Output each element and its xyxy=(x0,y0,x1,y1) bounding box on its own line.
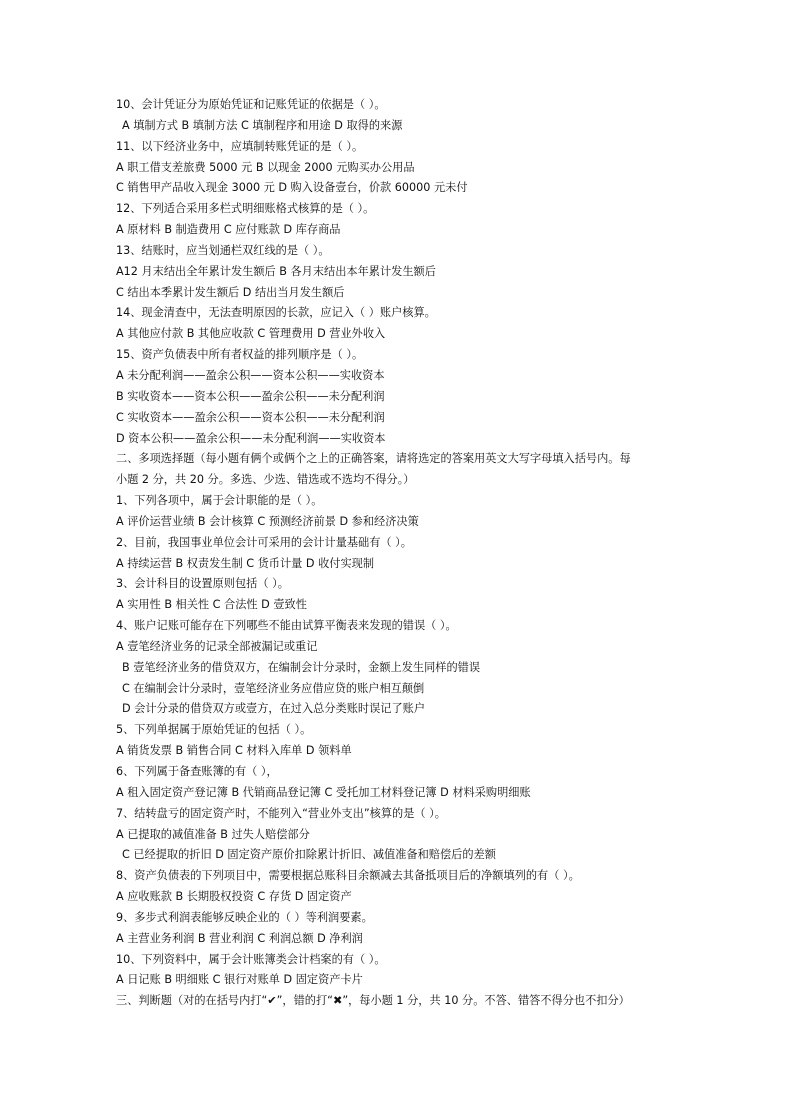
question-4-option-c: C 在编制会计分录时，壹笔经济业务应借应贷的账户相互颠倒 xyxy=(122,681,425,695)
text-body xyxy=(116,95,676,1012)
question-4-option-b: B 壹笔经济业务的借贷双方，在编制会计分录时，金额上发生同样的错误 xyxy=(122,660,481,674)
question-5-options: A 销货发票 B 销售合同 C 材料入库单 D 领料单 xyxy=(116,744,352,758)
question-9-multi: 9、多步式利润表能够反映企业的（ ）等利润要素。 xyxy=(116,910,373,924)
question-7-options-ab: A 已提取的减值准备 B 过失人赔偿部分 xyxy=(116,827,310,841)
question-3-options: A 实用性 B 相关性 C 合法性 D 壹致性 xyxy=(116,598,307,612)
question-6-multi: 6、下列属于备查账簿的有（ ）， xyxy=(116,765,278,778)
question-5-multi: 5、下列单据属于原始凭证的包括（ ）。 xyxy=(116,723,312,737)
question-2-multi: 2、目前，我国事业单位会计可采用的会计计量基础有（ ）。 xyxy=(116,535,412,549)
question-1-multi: 1、下列各项中，属于会计职能的是（ ）。 xyxy=(116,494,323,508)
question-15-option-b: B 实收资本——资本公积——盈余公积——未分配利润 xyxy=(116,389,385,403)
section-2-instructions: 小题 2 分，共 20 分。多选、少选、错选或不选均不得分。） xyxy=(116,473,415,487)
question-8-multi: 8、资产负债表的下列项目中，需要根据总账科目余额减去其备抵项目后的净额填列的有（ ）。 xyxy=(116,869,580,883)
question-7-options-cd: C 已经提取的折旧 D 固定资产原价扣除累计折旧、减值准备和赔偿后的差额 xyxy=(122,848,496,862)
question-11-options-cd: C 销售甲产品收入现金 3000 元 D 购入设备壹台，价款 60000 元未付 xyxy=(116,181,468,195)
question-15-option-c: C 实收资本——盈余公积——资本公积——未分配利润 xyxy=(116,410,385,424)
question-13-options-ab: A12 月末结出全年累计发生额后 B 各月末结出本年累计发生额后 xyxy=(116,264,436,278)
question-4-multi: 4、账户记账可能存在下列哪些不能由试算平衡表来发现的错误（ ）。 xyxy=(116,619,457,633)
question-11-options-ab: A 职工借支差旅费 5000 元 B 以现金 2000 元购买办公用品 xyxy=(116,160,415,174)
question-7-multi: 7、结转盘亏的固定资产时，不能列入“营业外支出”核算的是（ ）。 xyxy=(116,806,446,820)
question-4-option-d: D 会计分录的借贷双方或壹方，在过入总分类账时误记了账户 xyxy=(122,702,426,716)
question-15-option-d: D 资本公积——盈余公积——未分配利润——实收资本 xyxy=(116,431,386,445)
question-12-single: 12、下列适合采用多栏式明细账格式核算的是（ ）。 xyxy=(116,202,375,216)
section-2-heading: 二、多项选择题（每小题有俩个或俩个之上的正确答案，请将选定的答案用英文大写字母填入括号内。每 xyxy=(116,452,631,466)
question-2-options: A 持续运营 B 权责发生制 C 货币计量 D 收付实现制 xyxy=(116,556,375,570)
question-6-options: A 租入固定资产登记簿 B 代销商品登记簿 C 受托加工材料登记簿 D 材料采购明细账 xyxy=(116,785,531,799)
question-14-options: A 其他应付款 B 其他应收款 C 管理费用 D 营业外收入 xyxy=(116,327,386,341)
question-14-single: 14、现金清查中，无法查明原因的长款，应记入（ ）账户核算。 xyxy=(116,306,436,320)
question-15-single: 15、资产负债表中所有者权益的排列顺序是（ ）。 xyxy=(116,348,364,362)
question-8-options: A 应收账款 B 长期股权投资 C 存货 D 固定资产 xyxy=(116,890,352,904)
question-10-options: A 填制方式 B 填制方法 C 填制程序和用途 D 取得的来源 xyxy=(122,118,403,132)
section-3-heading: 三、判断题（对的在括号内打“✔”，错的打“✖”，每小题 1 分，共 10 分。不答、错答不得分也不扣分） xyxy=(116,994,630,1008)
question-10-multi: 10、下列资料中，属于会计账簿类会计档案的有（ ）。 xyxy=(116,952,386,966)
question-10-multi-options: A 日记账 B 明细账 C 银行对账单 D 固定资产卡片 xyxy=(116,973,363,987)
question-3-multi: 3、会计科目的设置原则包括（ ）。 xyxy=(116,577,289,591)
question-10-single: 10、会计凭证分为原始凭证和记账凭证的依据是（ ）。 xyxy=(116,98,386,111)
question-13-single: 13、结账时，应当划通栏双红线的是（ ）。 xyxy=(116,243,330,257)
question-15-option-a: A 未分配利润——盈余公积——资本公积——实收资本 xyxy=(116,368,385,382)
question-12-options: A 原材料 B 制造费用 C 应付账款 D 库存商品 xyxy=(116,223,341,237)
question-4-option-a: A 壹笔经济业务的记录全部被漏记或重记 xyxy=(116,639,318,653)
question-11-single: 11、以下经济业务中，应填制转账凭证的是（ ）。 xyxy=(116,139,364,153)
question-1-options: A 评价运营业绩 B 会计核算 C 预测经济前景 D 参和经济决策 xyxy=(116,514,419,528)
question-13-options-cd: C 结出本季累计发生额后 D 结出当月发生额后 xyxy=(116,285,345,299)
question-9-options: A 主营业务利润 B 营业利润 C 利润总额 D 净利润 xyxy=(116,931,363,945)
